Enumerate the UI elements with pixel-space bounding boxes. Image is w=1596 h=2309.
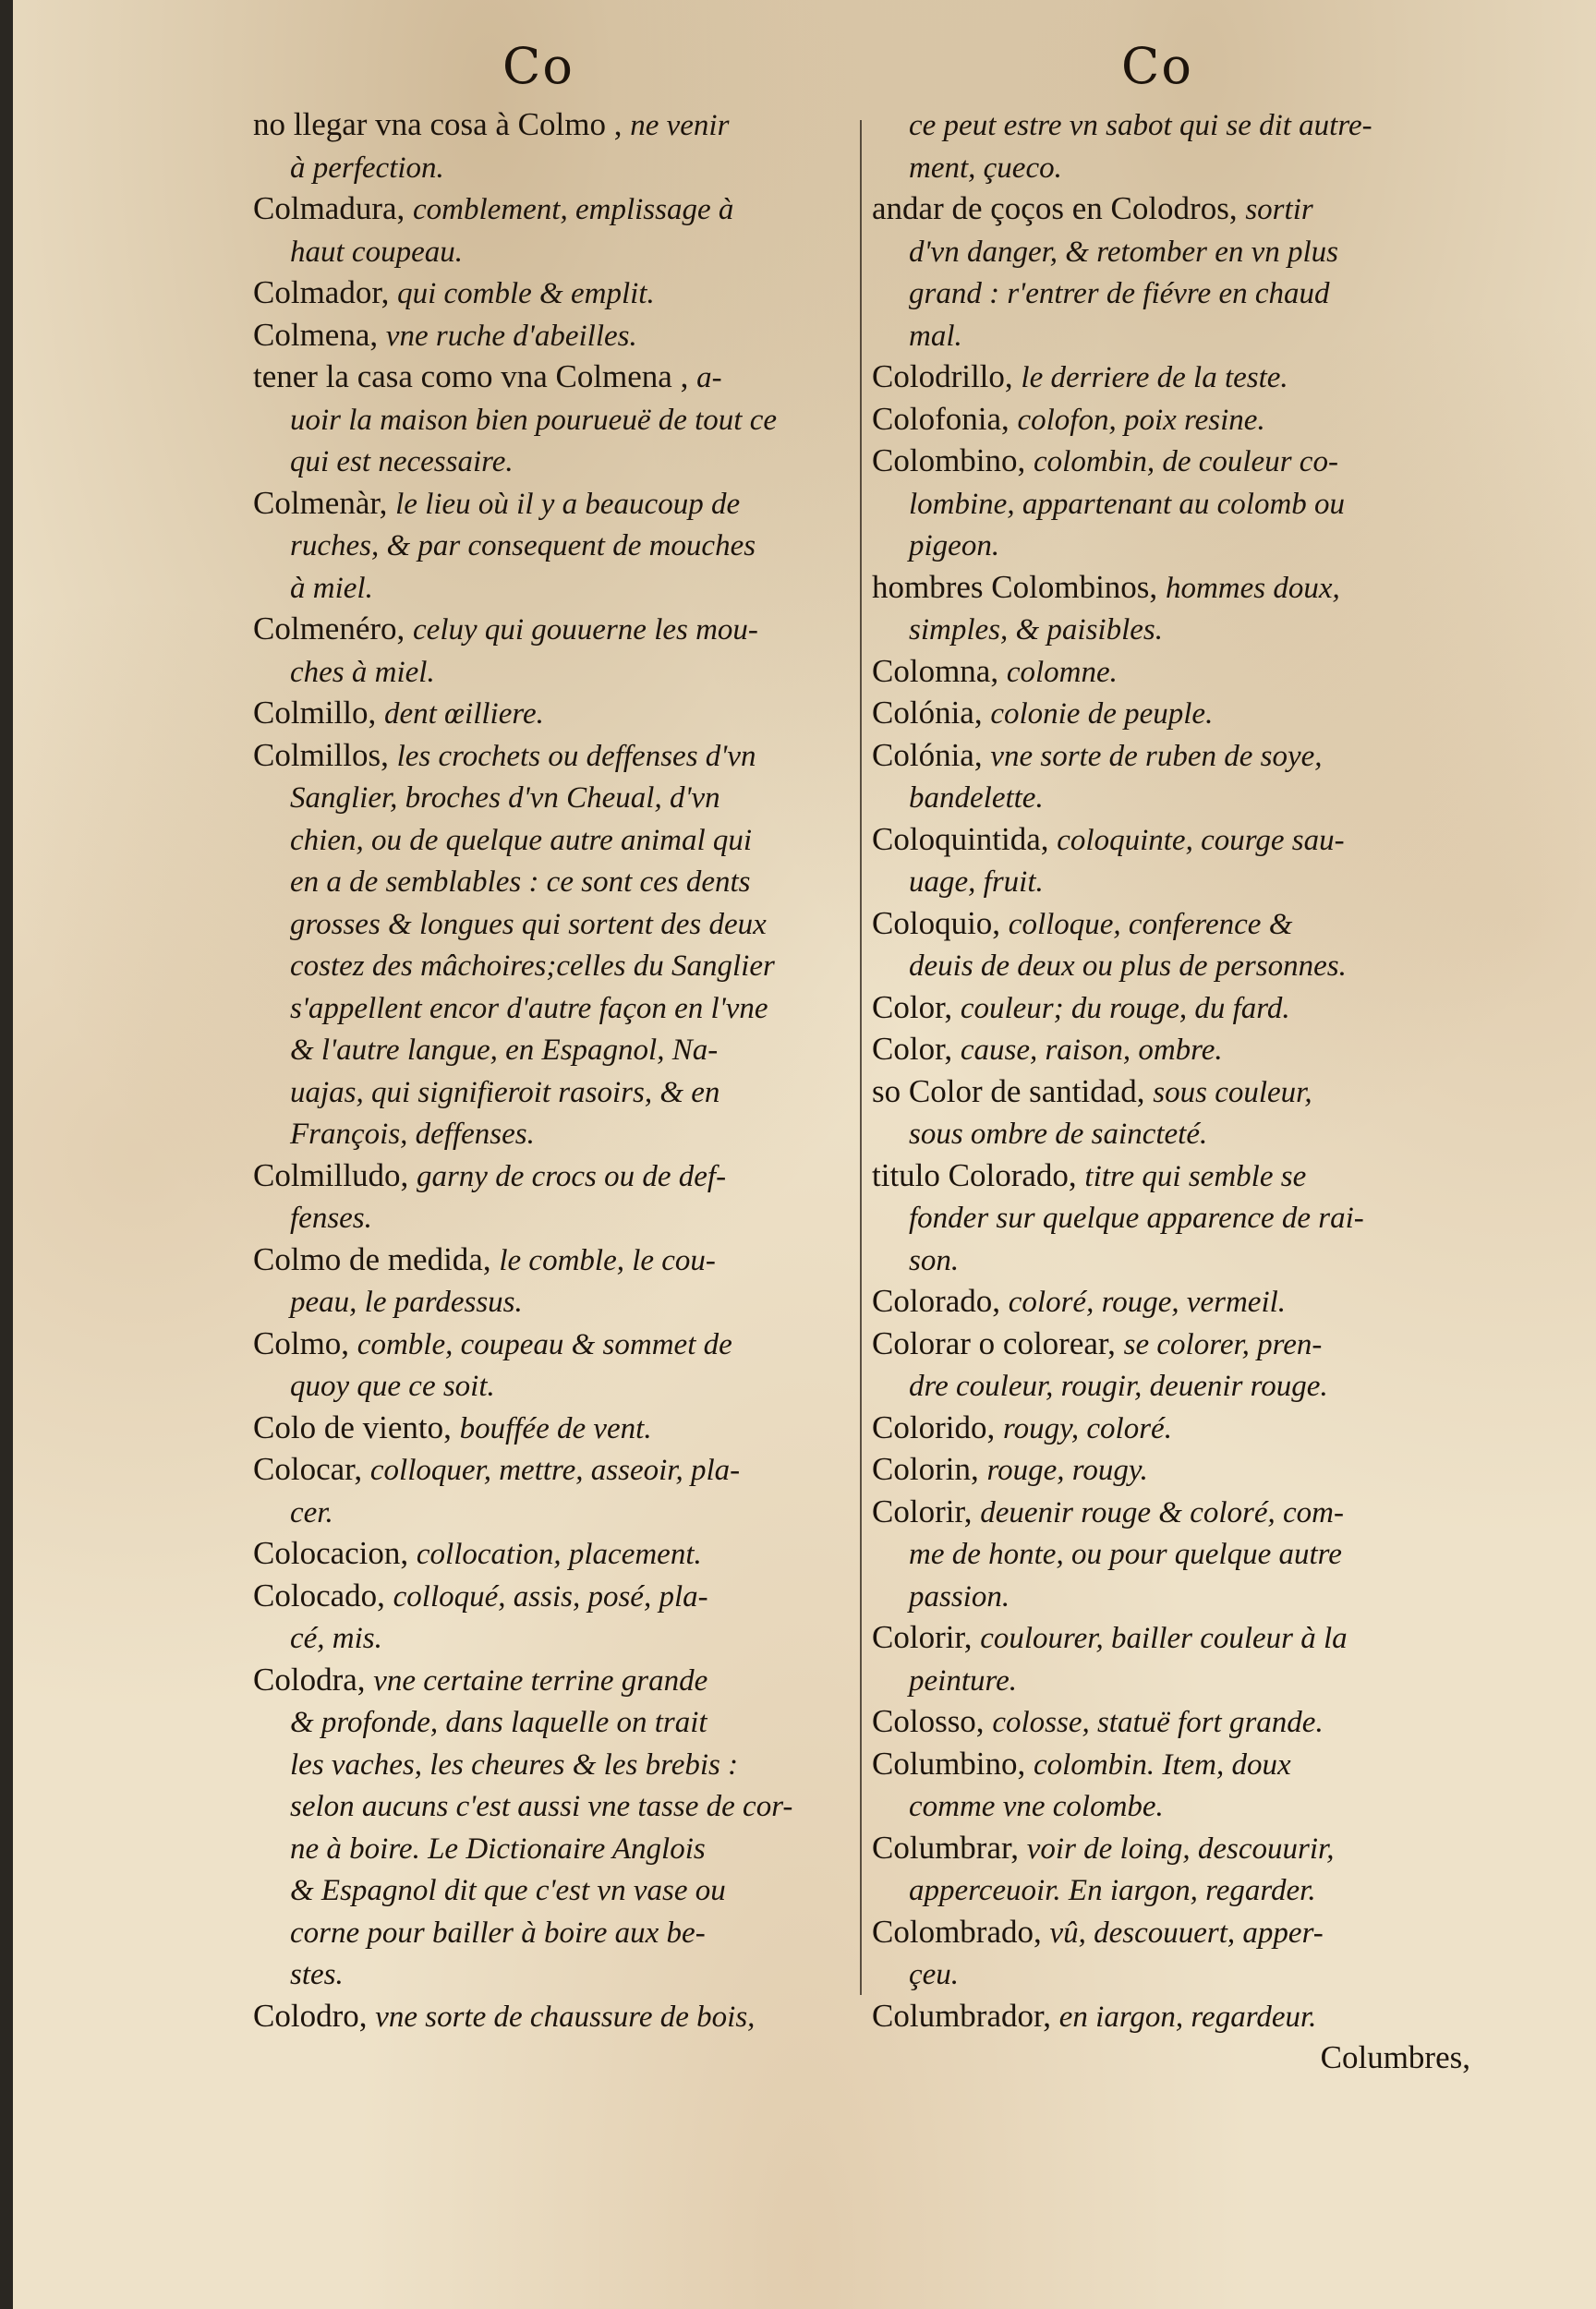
headword: hombres Colombinos, [872,568,1166,605]
definition: rougy, coloré. [1002,1411,1172,1445]
entry-line [253,1491,853,1533]
entry-line [253,986,853,1029]
entry-line [872,1827,1472,1869]
entry-line [253,1700,853,1743]
entry-line [872,1323,1472,1365]
entry-line [253,776,853,818]
headword: Columbrar, [872,1829,1027,1866]
definition: sortir [1245,193,1313,226]
definition: selon aucuns c'est aussi vne tasse de cor- [290,1790,793,1823]
headword: Colorado, [872,1283,1009,1319]
definition: apperceuoir. En iargon, regarder. [909,1874,1316,1907]
definition: colloquer, mettre, asseoir, pla- [369,1454,741,1487]
definition: colomne. [1006,655,1118,689]
entry-line [872,1784,1472,1827]
definition: colosse, statuë fort grande. [992,1706,1324,1739]
headword: no llegar vna cosa à Colmo , [253,106,631,142]
definition: grand : r'entrer de fiévre en chaud [909,277,1330,310]
headword: Color, [872,988,961,1025]
definition: colombin. Item, doux [1034,1747,1291,1782]
entry-line [253,1827,853,1869]
definition: qui est necessaire. [290,445,514,478]
entry-line [872,482,1472,525]
entry-line [253,608,853,650]
entry-line [253,1364,853,1407]
entry-line [253,1616,853,1659]
definition: sous couleur, [1153,1075,1312,1109]
dictionary-page [13,0,1596,2309]
definition: çeu. [909,1958,960,1991]
definition: pigeon. [909,529,1000,562]
entry-line [253,1323,853,1365]
entry-line [872,1154,1472,1197]
definition: coloré, rouge, vermeil. [1008,1286,1287,1319]
entry-line [872,818,1472,861]
entry-line [872,1952,1472,1995]
definition: cer. [290,1495,333,1529]
headword: tener la casa como vna Colmena , [253,358,697,394]
entry-line [872,398,1472,441]
definition: passion. [909,1579,1010,1614]
headword: Coloquio, [872,904,1009,941]
definition: ches à miel. [290,655,435,689]
definition: vne certaine terrine grande [373,1663,708,1698]
definition: costez des mâchoires;celles du Sanglier [290,949,775,983]
definition: simples, & paisibles. [909,613,1164,647]
headword: Colombrado, [872,1913,1050,1950]
definition: colonie de peuple. [990,697,1214,731]
definition: titre qui semble se [1084,1159,1307,1193]
definition: les vaches, les cheures & les brebis : [290,1747,739,1782]
entry-line [253,1280,853,1323]
definition: celuy qui gouuerne les mou- [413,613,758,647]
entry-line [253,1196,853,1239]
entry-line [253,1911,853,1953]
headword: Colónia, [872,736,991,773]
entry-line [872,1112,1472,1154]
entry-line [253,1743,853,1785]
entry-line [253,356,853,398]
definition: voir de loing, descouurir, [1026,1831,1335,1866]
entry-line [253,818,853,861]
definition: rouge, rougy. [986,1454,1148,1487]
entry-line [872,1448,1472,1491]
entry-line [253,187,853,230]
definition: son. [909,1243,960,1277]
headword: Colorir, [872,1619,981,1655]
entry-line [253,650,853,693]
entry-line [253,1995,853,2037]
entry-line [253,1407,853,1449]
headword: Colmena, [253,316,386,353]
definition: couleur; du rouge, du fard. [960,991,1290,1025]
entry-line [253,566,853,609]
definition: ne venir [630,109,730,142]
entry-line [872,314,1472,357]
entry-line [253,1112,853,1154]
entry-line [872,1239,1472,1281]
headword: Colónia, [872,695,991,731]
entry-line [872,1868,1472,1911]
entry-line [872,902,1472,945]
definition: Sanglier, broches d'vn Cheual, d'vn [290,781,720,815]
definition: en a de semblables : ce sont ces dents [290,865,751,899]
definition: chien, ou de quelque autre animal qui [290,823,753,857]
definition: a- [696,361,722,394]
definition: sous ombre de saincteté. [909,1118,1208,1151]
entry-line [253,1239,853,1281]
entry-line [872,146,1472,188]
definition: ne à boire. Le Dictionaire Anglois [290,1831,706,1866]
definition: me de honte, ou pour quelque autre [909,1538,1342,1571]
entry-line [872,440,1472,482]
definition: deuis de deux ou plus de personnes. [909,949,1347,983]
running-head-left: Co [502,37,574,95]
entry-line [872,1364,1472,1407]
definition: peau, le pardessus. [290,1286,523,1319]
catchword: Columbres, [1320,2039,1470,2075]
entry-line [253,944,853,986]
entry-line [872,566,1472,609]
definition: ment, çueco. [909,151,1062,185]
definition: les crochets ou deffenses d'vn [396,739,756,773]
running-head-right: Co [1121,37,1193,95]
definition: dre couleur, rougir, deuenir rouge. [909,1370,1328,1403]
left-column [253,103,853,2037]
entry-line [872,692,1472,734]
entry-line [872,860,1472,902]
entry-line [253,230,853,272]
definition: stes. [290,1958,344,1991]
definition: à miel. [290,571,373,605]
entry-line [872,608,1472,650]
definition: se colorer, pren- [1123,1327,1323,1361]
definition: cé, mis. [290,1622,382,1655]
entry-line [872,1196,1472,1239]
headword: Columbrador, [872,1997,1059,2034]
definition: le derriere de la teste. [1021,361,1288,394]
definition: le lieu où il y a beaucoup de [395,487,741,521]
definition: vne ruche d'abeilles. [385,319,637,353]
headword: Colodro, [253,1997,376,2034]
definition: vû, descouuert, apper- [1049,1916,1324,1950]
entry-line [872,1995,1472,2037]
entry-line [872,986,1472,1029]
headword: Colmador, [253,274,398,310]
definition: ruches, & par consequent de mouches [290,529,756,562]
headword: Colmilludo, [253,1156,417,1193]
entry-line [872,272,1472,314]
entry-line [872,1659,1472,1701]
entry-line [872,650,1472,693]
entry-line [872,1575,1472,1617]
entry-line [872,103,1472,146]
definition: comme vne colombe. [909,1790,1164,1823]
definition: uajas, qui signifieroit rasoirs, & en [290,1075,720,1109]
headword: Color, [872,1031,961,1067]
definition: qui comble & emplit. [397,277,655,310]
entry-line [872,1700,1472,1743]
definition: ce peut estre vn sabot qui se dit autre- [909,109,1372,142]
entry-line [253,1784,853,1827]
definition: à perfection. [290,151,444,185]
definition: hommes doux, [1165,571,1340,605]
entry-line [872,944,1472,986]
entry-line [253,314,853,357]
entry-line [253,482,853,525]
headword: so Color de santidad, [872,1072,1154,1109]
entry-line [872,1407,1472,1449]
entry-line [253,1868,853,1911]
entry-line [872,1491,1472,1533]
headword: Colosso, [872,1703,993,1739]
definition: uoir la maison bien pourueuë de tout ce [290,403,778,437]
headword: Colmo, [253,1324,357,1361]
definition: garny de crocs ou de def- [416,1159,727,1193]
definition: mal. [909,319,962,353]
entry-line [253,1070,853,1113]
column-divider [860,120,862,1995]
entry-line [253,398,853,441]
definition: colofon, poix resine. [1017,403,1265,437]
headword: Colmo de medida, [253,1240,500,1277]
definition: lombine, appartenant au colomb ou [909,487,1346,521]
entry-line [872,1280,1472,1323]
entry-line [872,776,1472,818]
entry-line [253,1575,853,1617]
entry-line [253,1448,853,1491]
definition: colloque, conference & [1008,907,1293,941]
headword: Colorir, [872,1493,981,1529]
entry-line [253,272,853,314]
definition: vne sorte de ruben de soye, [990,739,1323,773]
entry-line [253,146,853,188]
definition: dent œilliere. [383,697,544,731]
entry-line [872,1028,1472,1070]
headword: Columbino, [872,1745,1034,1782]
definition: & l'autre langue, en Espagnol, Na- [290,1034,719,1067]
headword: Colorar o colorear, [872,1324,1124,1361]
definition: vne sorte de chaussure de bois, [375,2000,756,2034]
entry-line [872,1532,1472,1575]
definition: haut coupeau. [290,235,463,269]
headword: Colmillos, [253,736,397,773]
headword: Colocar, [253,1451,370,1487]
entry-line [253,524,853,566]
definition: peinture. [909,1663,1017,1698]
entry-line [872,356,1472,398]
definition: deuenir rouge & coloré, com- [980,1495,1344,1529]
headword: titulo Colorado, [872,1156,1085,1193]
entry-line [872,734,1472,777]
headword: Colo de viento, [253,1408,460,1445]
definition: bandelette. [909,781,1044,815]
definition: d'vn danger, & retomber en vn plus [909,235,1339,269]
definition: comblement, emplissage à [413,193,734,226]
right-column [872,103,1472,2079]
entry-line [872,187,1472,230]
entry-line [253,1028,853,1070]
headword: andar de çoços en Colodros, [872,190,1246,226]
definition: comble, coupeau & sommet de [357,1327,732,1361]
entry-line [253,1659,853,1701]
definition: colombin, de couleur co- [1034,445,1338,478]
headword: Colocado, [253,1577,393,1614]
headword: Colorido, [872,1408,1003,1445]
entry-line [872,1070,1472,1113]
definition: le comble, le cou- [499,1243,716,1277]
headword: Colomna, [872,652,1007,689]
definition: cause, raison, ombre. [960,1034,1223,1067]
headword: Colorin, [872,1451,987,1487]
entry-line [253,103,853,146]
entry-line [872,1616,1472,1659]
definition: fonder sur quelque apparence de rai- [909,1202,1364,1235]
headword: Colmenéro, [253,610,414,647]
headword: Colmillo, [253,695,384,731]
entry-line [872,1743,1472,1785]
definition: & profonde, dans laquelle on trait [290,1706,707,1739]
definition: fenses. [290,1202,372,1235]
headword: Colodra, [253,1661,374,1698]
entry-line [253,1532,853,1575]
headword: Colmenàr, [253,484,396,521]
entry-line [872,524,1472,566]
headword: Coloquintida, [872,820,1058,857]
definition: uage, fruit. [909,865,1044,899]
headword: Colmadura, [253,190,414,226]
entry-line [253,902,853,945]
definition: coulourer, bailler couleur à la [980,1622,1348,1655]
entry-line [253,1952,853,1995]
headword: Colocacion, [253,1535,417,1571]
definition: s'appellent encor d'autre façon en l'vne [290,991,768,1025]
definition: collocation, placement. [416,1538,702,1571]
entry-line [253,860,853,902]
definition: colloqué, assis, posé, pla- [393,1579,708,1614]
definition: en iargon, regardeur. [1058,2000,1317,2034]
definition: corne pour bailler à boire aux be- [290,1916,706,1950]
headword: Colombino, [872,442,1034,478]
headword: Colodrillo, [872,358,1022,394]
definition: quoy que ce soit. [290,1370,495,1403]
entry-line [253,734,853,777]
definition: coloquinte, courge sau- [1057,823,1345,857]
definition: & Espagnol dit que c'est vn vase ou [290,1874,726,1907]
headword: Colofonia, [872,400,1018,437]
entry-line [872,1911,1472,1953]
definition: François, deffenses. [290,1118,535,1151]
entry-line [253,440,853,482]
definition: grosses & longues qui sortent des deux [290,907,767,941]
entry-line [253,1154,853,1197]
entry-line [872,230,1472,272]
definition: bouffée de vent. [459,1411,652,1445]
entry-line [253,692,853,734]
